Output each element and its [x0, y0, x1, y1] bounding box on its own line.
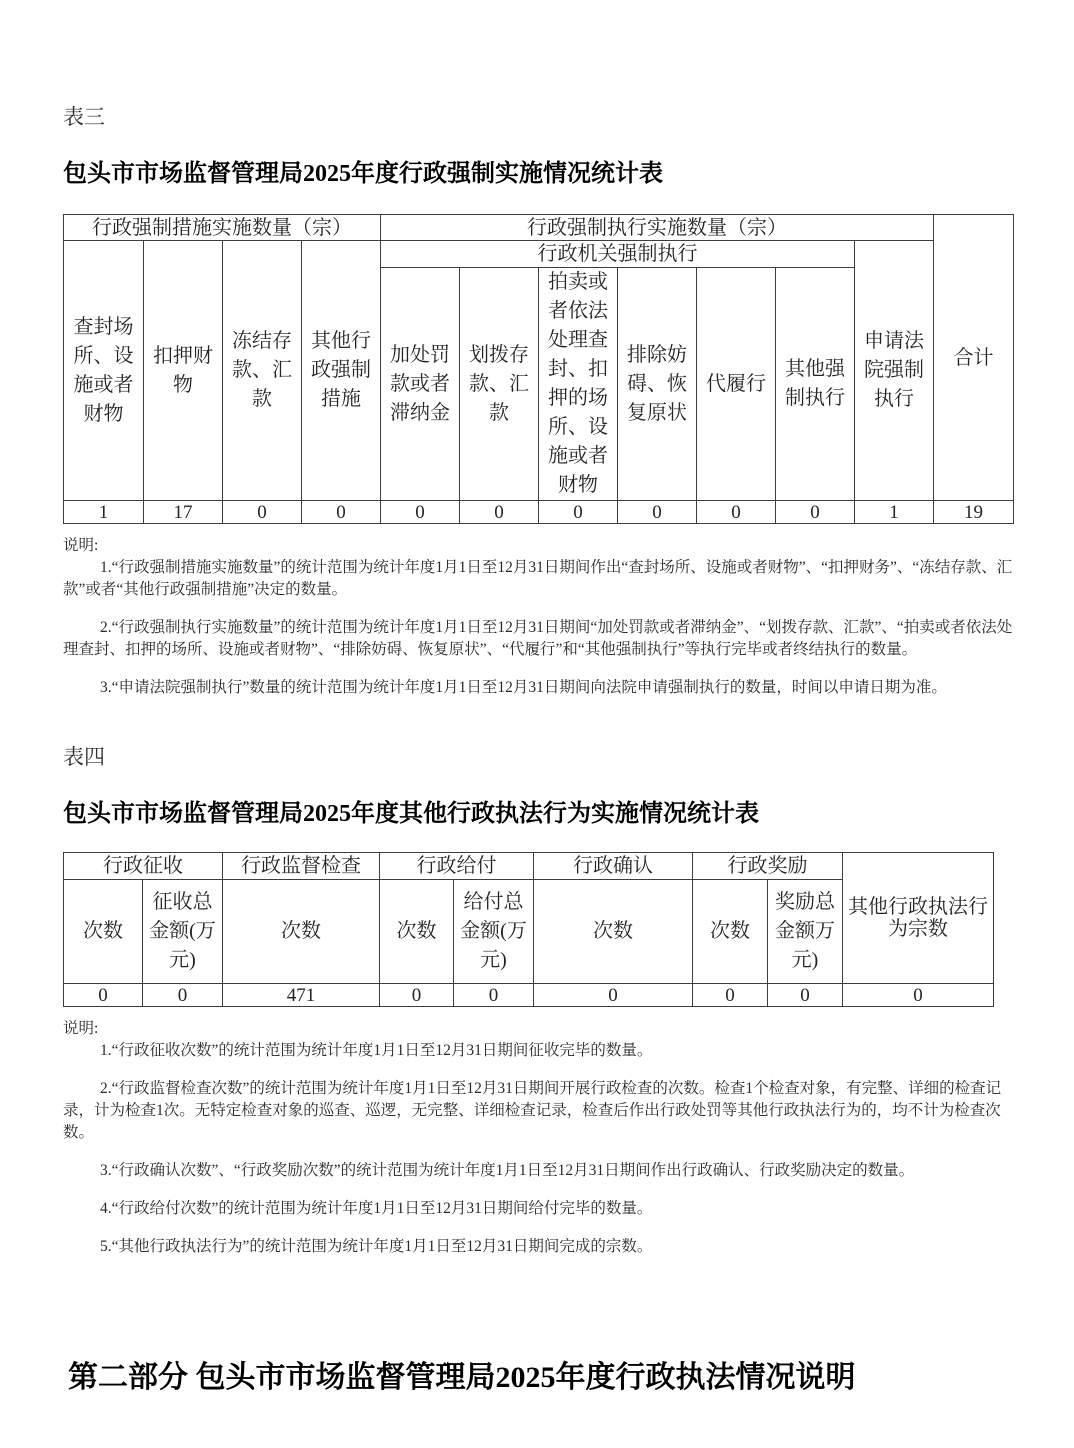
table4-col-payment-count: 次数: [380, 880, 454, 984]
table3-col-performance-on-behalf: 代履行: [697, 268, 776, 501]
table3-value-cell: 1: [855, 501, 934, 524]
table4-value-cell: 0: [143, 984, 223, 1007]
table3-value-cell: 0: [697, 501, 776, 524]
table3-value-cell: 0: [618, 501, 697, 524]
table4-value-cell: 0: [64, 984, 143, 1007]
table3-note-1: 1.“行政强制措施实施数量”的统计范围为统计年度1月1日至12月31日期间作出“查封场所、设施或者财物”、“扣押财务”、“冻结存款、汇款”或者“其他行政强制措施”决定的数量。: [63, 559, 1013, 598]
table4-col-reward-amount: 奖励总金额万元): [768, 880, 843, 984]
table3-value-cell: 19: [934, 501, 1014, 524]
table3-note-3: 3.“申请法院强制执行”数量的统计范围为统计年度1月1日至12月31日期间向法院申请强制执行的数量，时间以申请日期为准。: [100, 679, 947, 696]
table3-value-cell: 0: [539, 501, 618, 524]
table4-value-cell: 0: [380, 984, 454, 1007]
table3-col-other-measures: 其他行政强制措施: [302, 241, 381, 501]
table3-col-additional-fine: 加处罚款或者滞纳金: [381, 268, 460, 501]
table3-value-cell: 0: [302, 501, 381, 524]
part2-heading: 第二部分 包头市市场监督管理局2025年度行政执法情况说明: [68, 1361, 856, 1394]
table3-title: 包头市市场监督管理局2025年度行政强制实施情况统计表: [63, 161, 663, 187]
table3-notes-label: 说明:: [63, 537, 99, 554]
table4-group-levy: 行政征收: [64, 853, 223, 880]
table4-value-cell: 0: [454, 984, 534, 1007]
table3-col-transfer-deposits: 划拨存款、汇款: [460, 268, 539, 501]
table3-label: 表三: [63, 105, 105, 129]
table4-note-3: 3.“行政确认次数”、“行政奖励次数”的统计范围为统计年度1月1日至12月31日期间作出行政确认、行政奖励决定的数量。: [100, 1162, 915, 1179]
table4-value-cell: 0: [843, 984, 994, 1007]
table3-col-total: 合计: [934, 215, 1014, 501]
table4-note-1: 1.“行政征收次数”的统计范围为统计年度1月1日至12月31日期间征收完毕的数量。: [100, 1042, 653, 1059]
table4-col-inspection-count: 次数: [223, 880, 380, 984]
table3-col-remove-obstruction: 排除妨碍、恢复原状: [618, 268, 697, 501]
table4-note-2: 2.“行政监督检查次数”的统计范围为统计年度1月1日至12月31日期间开展行政检查的次数。检查1个检查对象，有完整、详细的检查记录，计为检查1次。无特定检查对象的巡查、巡逻，无完整、详细检查记录，检查后作出行政处罚等其他行政执法行为的，均不计为检查次数。: [63, 1080, 1002, 1141]
table4-col-levy-amount: 征收总金额(万元): [143, 880, 223, 984]
table4-value-cell: 0: [693, 984, 768, 1007]
table4-value-cell: 0: [534, 984, 693, 1007]
table3-value-cell: 1: [64, 501, 144, 524]
table4-value-cell: 471: [223, 984, 380, 1007]
table3-col-auction-property: 拍卖或者依法处理查封、扣押的场所、设施或者财物: [539, 268, 618, 501]
table4-title: 包头市市场监督管理局2025年度其他行政执法行为实施情况统计表: [63, 801, 759, 827]
table3-note-2: 2.“行政强制执行实施数量”的统计范围为统计年度1月1日至12月31日期间“加处罚款或者滞纳金”、“划拨存款、汇款”、“拍卖或者依法处理查封、扣押的场所、设施或者财物”、“排除妨碍、恢复原状”、“代履行”和“其他强制执行”等执行完毕或者终结执行的数量。: [63, 619, 1013, 658]
table3-col-freeze-deposits: 冻结存款、汇款: [223, 241, 302, 501]
table4-group-payment: 行政给付: [380, 853, 534, 880]
table4: [63, 852, 994, 1007]
table3-value-cell: 0: [776, 501, 855, 524]
table4-value-cell: 0: [768, 984, 843, 1007]
table4-note-4: 4.“行政给付次数”的统计范围为统计年度1月1日至12月31日期间给付完毕的数量。: [100, 1200, 653, 1217]
table3-value-cell: 0: [223, 501, 302, 524]
table3-col-seal-premises: 查封场所、设施或者财物: [64, 241, 144, 501]
table3: [63, 214, 1014, 524]
table4-group-inspection: 行政监督检查: [223, 853, 380, 880]
table4-col-reward-count: 次数: [693, 880, 768, 984]
table4-col-levy-count: 次数: [64, 880, 143, 984]
table4-group-confirmation: 行政确认: [534, 853, 693, 880]
table3-col-seize-property: 扣押财物: [144, 241, 223, 501]
table4-note-5: 5.“其他行政执法行为”的统计范围为统计年度1月1日至12月31日期间完成的宗数。: [100, 1238, 653, 1255]
table4-label: 表四: [63, 745, 105, 769]
table4-group-reward: 行政奖励: [693, 853, 843, 880]
table3-value-cell: 17: [144, 501, 223, 524]
table4-col-payment-amount: 给付总金额(万元): [454, 880, 534, 984]
table3-group-execution: 行政强制执行实施数量（宗）: [381, 215, 934, 241]
table4-col-confirmation-count: 次数: [534, 880, 693, 984]
table3-subgroup-agency-execution: 行政机关强制执行: [381, 241, 855, 268]
table3-group-measures: 行政强制措施实施数量（宗）: [64, 215, 381, 241]
table3-value-cell: 0: [460, 501, 539, 524]
table4-col-other-acts: 其他行政执法行为宗数: [843, 853, 994, 984]
table3-value-cell: 0: [381, 501, 460, 524]
table3-col-other-execution: 其他强制执行: [776, 268, 855, 501]
table3-col-court-execution: 申请法院强制执行: [855, 241, 934, 501]
table4-notes-label: 说明:: [63, 1020, 99, 1037]
